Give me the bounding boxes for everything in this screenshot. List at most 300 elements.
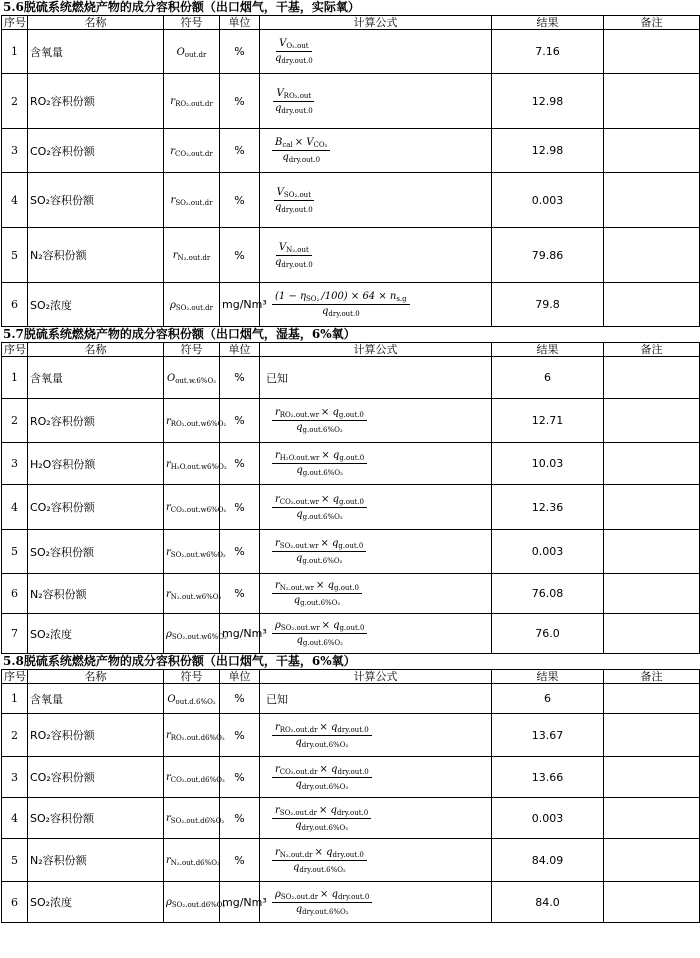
row-formula xyxy=(260,173,492,228)
denominator-main: q xyxy=(321,306,329,317)
table-row xyxy=(2,839,700,882)
header-note: 备注 xyxy=(604,343,700,357)
row-unit: % xyxy=(220,129,260,173)
row-name: CO₂容积份额 xyxy=(28,129,164,173)
row-number: 1 xyxy=(2,357,28,399)
row-result: 12.98 xyxy=(492,74,604,129)
row-result: 6 xyxy=(492,684,604,714)
symbol-subscript: CO₂.out.dr xyxy=(175,149,213,158)
numerator-operator: × q xyxy=(319,721,338,733)
denominator-main: q xyxy=(275,102,282,114)
table-row xyxy=(2,798,700,839)
row-result: 84.0 xyxy=(492,882,604,923)
row-note xyxy=(604,228,700,283)
row-number: 1 xyxy=(2,30,28,74)
header-unit: 单位 xyxy=(220,670,260,684)
header-unit: 单位 xyxy=(220,343,260,357)
row-number: 3 xyxy=(2,757,28,798)
row-name: RO₂容积份额 xyxy=(28,74,164,129)
formula-denominator xyxy=(293,464,346,477)
numerator-subscript: RO₂.out.wr xyxy=(279,411,319,419)
formula-denominator xyxy=(291,594,344,607)
data-table xyxy=(1,342,700,654)
table-row xyxy=(2,485,700,530)
formula-denominator xyxy=(292,736,351,749)
denominator-main: q xyxy=(282,152,289,163)
row-name: 含氧量 xyxy=(28,30,164,74)
denominator-main: q xyxy=(295,903,303,915)
table-row xyxy=(2,30,700,74)
numerator-main: ρ xyxy=(275,620,281,631)
denominator-subscript: g.out.6%O₂ xyxy=(300,599,341,607)
symbol-subscript: SO₂.out.dr xyxy=(175,199,213,207)
table-row xyxy=(2,684,700,714)
formula-denominator xyxy=(292,778,351,791)
row-note xyxy=(604,530,700,574)
symbol-subscript: N₂.out.w6%O₂ xyxy=(170,592,222,601)
table-row xyxy=(2,283,700,327)
row-note xyxy=(604,129,700,173)
numerator-operator: /100) × 64 × n xyxy=(321,291,397,302)
row-formula xyxy=(260,530,492,574)
row-unit: % xyxy=(220,757,260,798)
numerator-subscript-2: dry.out.0 xyxy=(337,767,369,776)
header-symbol: 符号 xyxy=(164,670,220,684)
row-result: 6 xyxy=(492,357,604,399)
header-unit: 单位 xyxy=(220,16,260,30)
denominator-subscript: dry.out.0 xyxy=(288,156,321,164)
numerator-subscript-2: dry.out.0 xyxy=(336,808,369,817)
numerator-subscript: RO₂.out.dr xyxy=(279,725,318,734)
symbol-subscript: SO₂.out.w6%O₂ xyxy=(171,632,227,641)
header-result: 结果 xyxy=(492,343,604,357)
row-formula xyxy=(260,839,492,882)
formula-fraction xyxy=(272,450,367,477)
numerator-operator: × q xyxy=(320,888,339,900)
section-title: 5.8脱硫系统燃烧产物的成分容积份额（出口烟气，干基，6%氧） xyxy=(3,654,356,668)
row-result: 76.0 xyxy=(492,614,604,654)
symbol-subscript: SO₂.out.d6%O₂ xyxy=(170,817,225,825)
data-table xyxy=(1,669,700,923)
numerator-operator: × q xyxy=(319,763,338,775)
formula-numerator xyxy=(272,805,371,819)
numerator-subscript-2: g.out.0 xyxy=(339,454,365,462)
formula-numerator xyxy=(272,450,367,464)
row-symbol xyxy=(164,30,220,74)
header-no: 序号 xyxy=(2,16,28,30)
header-note: 备注 xyxy=(604,670,700,684)
symbol-subscript: SO₂.out.d6%O₂ xyxy=(171,901,226,909)
row-symbol xyxy=(164,283,220,327)
row-note xyxy=(604,798,700,839)
formula-known: 已知 xyxy=(266,692,288,706)
numerator-main: V xyxy=(278,241,287,253)
row-symbol xyxy=(164,173,220,228)
denominator-main: q xyxy=(296,508,303,520)
row-number: 4 xyxy=(2,798,28,839)
symbol-subscript: out.dr xyxy=(184,50,207,59)
row-note xyxy=(604,485,700,530)
denominator-subscript: dry.out.0 xyxy=(281,260,313,269)
numerator-operator: × q xyxy=(321,620,340,631)
numerator-subscript: SO₂.out.dr xyxy=(280,892,319,901)
formula-fraction xyxy=(272,242,316,269)
row-symbol xyxy=(164,129,220,173)
row-note xyxy=(604,839,700,882)
row-symbol xyxy=(164,485,227,530)
numerator-subscript: SO₂.out.wr xyxy=(279,542,319,550)
header-result: 结果 xyxy=(492,670,604,684)
formula-numerator xyxy=(272,847,367,861)
row-formula xyxy=(260,74,492,129)
row-name: 含氧量 xyxy=(28,684,164,714)
table-row xyxy=(2,74,700,129)
numerator-subscript: N₂.out.wr xyxy=(279,584,315,592)
row-formula xyxy=(260,614,492,654)
row-note xyxy=(604,757,700,798)
numerator-subscript: cal xyxy=(282,141,293,149)
denominator-main: q xyxy=(275,53,282,64)
row-note xyxy=(604,30,700,74)
row-number: 2 xyxy=(2,74,28,129)
formula-numerator xyxy=(272,407,367,421)
table-row xyxy=(2,882,700,923)
row-symbol xyxy=(164,684,220,714)
row-formula xyxy=(260,485,492,530)
row-formula xyxy=(260,129,492,173)
formula-denominator xyxy=(293,634,346,647)
denominator-subscript: dry.out.6%O₂ xyxy=(301,823,349,832)
numerator-subscript-2: g.out.0 xyxy=(338,497,364,506)
symbol-main: r xyxy=(172,250,178,261)
row-unit: % xyxy=(220,798,260,839)
symbol-subscript: out.w.6%O₂ xyxy=(175,376,216,385)
formula-denominator xyxy=(293,903,352,916)
symbol-subscript: out.d.6%O₂ xyxy=(175,697,216,706)
formula-denominator xyxy=(292,819,351,832)
numerator-subscript-2: s.g xyxy=(396,295,407,303)
denominator-main: q xyxy=(275,256,282,268)
numerator-subscript: N₂.out.dr xyxy=(279,850,313,859)
formula-fraction xyxy=(272,38,316,65)
row-result: 79.86 xyxy=(492,228,604,283)
row-result: 13.67 xyxy=(492,714,604,757)
symbol-subscript: RO₂.out.dr xyxy=(175,100,213,108)
denominator-subscript: dry.out.6%O₂ xyxy=(299,865,346,874)
numerator-main: r xyxy=(275,846,280,858)
row-formula xyxy=(260,399,492,443)
table-row xyxy=(2,574,700,614)
row-formula xyxy=(260,443,492,485)
row-result: 12.36 xyxy=(492,485,604,530)
row-formula xyxy=(260,798,492,839)
formula-fraction xyxy=(272,88,316,115)
row-result: 79.8 xyxy=(492,283,604,327)
numerator-subscript: SO₂.out.wr xyxy=(280,624,320,632)
denominator-subscript: g.out.6%O₂ xyxy=(302,512,343,521)
row-note xyxy=(604,882,700,923)
numerator-main: r xyxy=(275,763,280,775)
row-result: 12.71 xyxy=(492,399,604,443)
row-number: 6 xyxy=(2,574,28,614)
row-result: 76.08 xyxy=(492,574,604,614)
formula-numerator xyxy=(272,620,367,634)
table-header xyxy=(2,343,700,357)
formula-fraction xyxy=(272,620,367,647)
row-formula xyxy=(260,283,492,327)
row-name: SO₂浓度 xyxy=(28,283,164,327)
numerator-operator: × q xyxy=(320,407,339,418)
formula-numerator xyxy=(272,538,366,552)
row-unit: % xyxy=(220,399,260,443)
row-name: H₂O容积份额 xyxy=(28,443,164,485)
symbol-main: r xyxy=(166,415,171,427)
row-result: 13.66 xyxy=(492,757,604,798)
row-result: 0.003 xyxy=(492,530,604,574)
row-name: SO₂容积份额 xyxy=(28,530,164,574)
numerator-subscript: H₂O.out.wr xyxy=(279,454,320,462)
row-unit: % xyxy=(220,839,260,882)
formula-denominator xyxy=(279,151,323,164)
numerator-main: ρ xyxy=(275,888,281,900)
symbol-main: r xyxy=(166,813,171,824)
formula-numerator xyxy=(272,580,362,594)
row-name: SO₂浓度 xyxy=(28,882,164,923)
row-formula xyxy=(260,684,492,714)
symbol-main: r xyxy=(166,458,171,470)
row-unit: mg/Nm³ xyxy=(220,882,260,923)
formula-fraction xyxy=(272,538,366,565)
row-result: 0.003 xyxy=(492,798,604,839)
symbol-main: r xyxy=(170,96,176,107)
numerator-subscript: SO₂.out.dr xyxy=(279,808,317,817)
header-symbol: 符号 xyxy=(164,343,220,357)
formula-numerator xyxy=(272,889,372,903)
numerator-operator: × V xyxy=(294,137,314,148)
row-result: 7.16 xyxy=(492,30,604,74)
symbol-subscript: H₂O.out.w6%O₂ xyxy=(170,462,227,471)
row-name: N₂容积份额 xyxy=(28,839,164,882)
formula-numerator xyxy=(273,88,314,102)
formula-fraction xyxy=(272,764,372,791)
row-result: 10.03 xyxy=(492,443,604,485)
row-number: 5 xyxy=(2,839,28,882)
denominator-main: q xyxy=(296,465,303,476)
row-symbol xyxy=(164,74,220,129)
row-name: SO₂容积份额 xyxy=(28,173,164,228)
denominator-main: q xyxy=(295,778,302,790)
numerator-subscript-2: g.out.0 xyxy=(338,411,364,419)
table-row xyxy=(2,530,700,574)
row-note xyxy=(604,283,700,327)
denominator-main: q xyxy=(296,422,303,433)
row-note xyxy=(604,614,700,654)
numerator-operator: × q xyxy=(314,846,333,858)
formula-fraction xyxy=(272,187,316,214)
numerator-subscript: SO₂.out xyxy=(283,190,312,199)
formula-fraction xyxy=(272,889,372,916)
row-result: 84.09 xyxy=(492,839,604,882)
numerator-operator: × q xyxy=(318,804,337,816)
table-row xyxy=(2,714,700,757)
symbol-main: ρ xyxy=(166,628,172,640)
symbol-subscript: CO₂.out.d6%O₂ xyxy=(170,776,225,784)
row-number: 3 xyxy=(2,443,28,485)
denominator-main: q xyxy=(295,553,303,564)
header-no: 序号 xyxy=(2,670,28,684)
symbol-main: ρ xyxy=(169,299,176,311)
section-title: 5.7脱硫系统燃烧产物的成分容积份额（出口烟气，湿基，6%氧） xyxy=(3,327,356,341)
row-name: N₂容积份额 xyxy=(28,574,164,614)
row-number: 5 xyxy=(2,228,28,283)
denominator-main: q xyxy=(295,819,302,831)
formula-fraction xyxy=(272,580,362,607)
row-number: 4 xyxy=(2,485,28,530)
numerator-subscript-2: g.out.0 xyxy=(334,584,359,592)
numerator-operator: × q xyxy=(316,580,335,591)
denominator-subscript: dry.out.0 xyxy=(281,205,313,214)
numerator-subscript-2: g.out.0 xyxy=(338,542,364,550)
row-unit: % xyxy=(220,684,260,714)
header-name: 名称 xyxy=(28,343,164,357)
numerator-main: r xyxy=(275,407,280,418)
row-number: 2 xyxy=(2,714,28,757)
formula-fraction xyxy=(272,407,367,434)
numerator-subscript: CO₂.out.wr xyxy=(279,497,320,506)
row-note xyxy=(604,443,700,485)
numerator-main: r xyxy=(275,721,280,733)
row-unit: % xyxy=(220,357,260,399)
symbol-main: r xyxy=(166,772,171,783)
row-number: 7 xyxy=(2,614,28,654)
numerator-subscript-2: CO₂ xyxy=(313,141,328,149)
row-number: 3 xyxy=(2,129,28,173)
header-formula: 计算公式 xyxy=(260,343,492,357)
header-no: 序号 xyxy=(2,343,28,357)
row-unit: % xyxy=(220,485,260,530)
denominator-main: q xyxy=(292,861,300,873)
formula-denominator xyxy=(272,256,316,269)
symbol-main: O xyxy=(176,46,185,58)
row-number: 6 xyxy=(2,283,28,327)
row-symbol xyxy=(164,228,220,283)
row-symbol xyxy=(164,714,225,757)
numerator-main: (1 − η xyxy=(275,291,306,302)
row-symbol xyxy=(164,530,226,574)
row-symbol xyxy=(164,798,225,839)
table-row xyxy=(2,443,700,485)
row-name: N₂容积份额 xyxy=(28,228,164,283)
formula-fraction xyxy=(272,291,410,318)
numerator-main: r xyxy=(275,538,280,549)
symbol-main: O xyxy=(167,693,176,705)
symbol-subscript: SO₂.out.w6%O₂ xyxy=(170,550,226,559)
formula-numerator xyxy=(276,242,312,256)
formula-numerator xyxy=(272,494,367,508)
row-note xyxy=(604,684,700,714)
table-header xyxy=(2,670,700,684)
row-formula xyxy=(260,228,492,283)
denominator-subscript: g.out.6%O₂ xyxy=(302,469,343,477)
symbol-subscript: N₂.out.dr xyxy=(177,254,211,262)
row-number: 4 xyxy=(2,173,28,228)
row-note xyxy=(604,357,700,399)
symbol-subscript: RO₂.out.w6%O₂ xyxy=(170,419,227,428)
row-unit: % xyxy=(220,30,260,74)
row-note xyxy=(604,74,700,129)
symbol-subscript: CO₂.out.w6%O₂ xyxy=(170,506,227,514)
numerator-subscript: RO₂.out xyxy=(283,91,312,100)
denominator-subscript: dry.out.0 xyxy=(281,57,313,65)
numerator-main: B xyxy=(275,137,283,148)
formula-fraction xyxy=(272,494,367,521)
formula-numerator xyxy=(276,38,312,52)
formula-denominator xyxy=(272,52,316,65)
numerator-subscript: CO₂.out.dr xyxy=(279,767,318,776)
symbol-subscript: N₂.out.d6%O₂ xyxy=(170,859,220,867)
denominator-main: q xyxy=(296,635,303,646)
numerator-subscript-2: dry.out.0 xyxy=(338,892,370,901)
header-symbol: 符号 xyxy=(164,16,220,30)
symbol-main: r xyxy=(166,546,171,558)
denominator-subscript: g.out.6%O₂ xyxy=(302,639,343,647)
row-unit: % xyxy=(220,228,260,283)
formula-fraction xyxy=(272,847,367,874)
numerator-subscript: N₂.out xyxy=(286,245,309,254)
denominator-subscript: dry.out.6%O₂ xyxy=(301,740,349,749)
row-symbol xyxy=(164,614,227,654)
row-symbol xyxy=(164,757,225,798)
formula-denominator xyxy=(272,102,316,115)
symbol-subscript: SO₂.out.dr xyxy=(175,303,214,312)
numerator-subscript-2: dry.out.0 xyxy=(332,850,364,859)
denominator-subscript: g.out.6%O₂ xyxy=(302,426,343,434)
row-symbol xyxy=(164,839,220,882)
symbol-main: ρ xyxy=(166,897,172,908)
numerator-operator: × q xyxy=(321,450,340,461)
table-row xyxy=(2,129,700,173)
row-symbol xyxy=(164,882,226,923)
numerator-main: r xyxy=(275,450,280,461)
row-name: CO₂容积份额 xyxy=(28,485,164,530)
symbol-main: r xyxy=(166,855,171,866)
header-formula: 计算公式 xyxy=(260,16,492,30)
formula-denominator xyxy=(319,305,363,318)
row-note xyxy=(604,399,700,443)
denominator-subscript: dry.out.0 xyxy=(328,310,360,318)
numerator-main: r xyxy=(275,804,280,816)
row-name: CO₂容积份额 xyxy=(28,757,164,798)
row-number: 1 xyxy=(2,684,28,714)
row-name: 含氧量 xyxy=(28,357,164,399)
row-formula xyxy=(260,357,492,399)
denominator-subscript: g.out.6%O₂ xyxy=(302,557,343,565)
row-number: 2 xyxy=(2,399,28,443)
formula-known: 已知 xyxy=(266,371,288,385)
header-name: 名称 xyxy=(28,670,164,684)
table-row xyxy=(2,357,700,399)
numerator-operator: × q xyxy=(320,538,339,549)
symbol-main: r xyxy=(170,145,176,157)
row-unit: % xyxy=(220,74,260,129)
row-symbol xyxy=(164,443,227,485)
numerator-subscript: O₂.out xyxy=(286,42,309,50)
symbol-main: O xyxy=(167,372,176,384)
numerator-main: r xyxy=(275,580,280,591)
row-formula xyxy=(260,30,492,74)
symbol-main: r xyxy=(166,588,171,600)
row-result: 12.98 xyxy=(492,129,604,173)
